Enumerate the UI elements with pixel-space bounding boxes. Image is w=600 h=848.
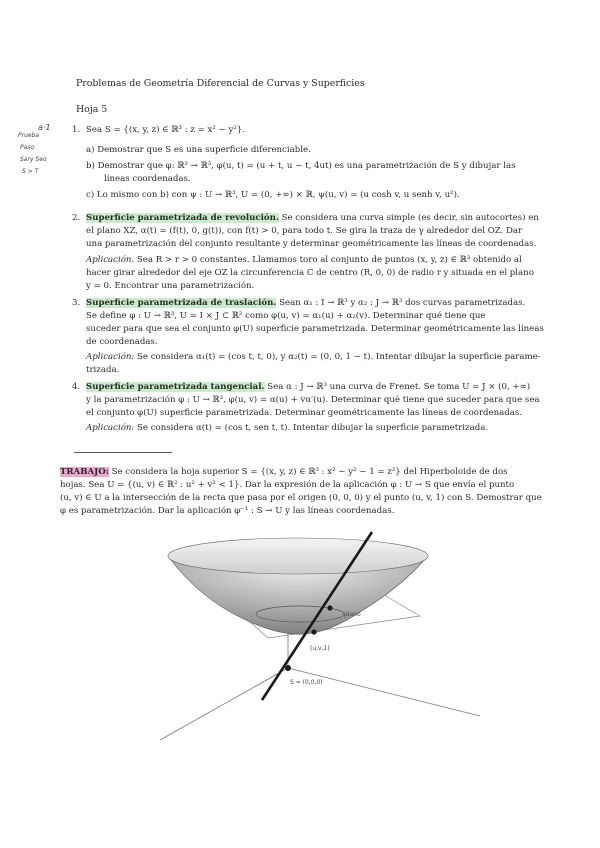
problem-3-number: 3. (72, 298, 81, 308)
problem-2-app-3: y = 0. Encontrar una parametrización. (86, 281, 255, 291)
trabajo-line-1: TRABAJO: Se considera la hoja superior S = {(x, y, z) ∈ ℝ³ : x² − y² − 1 = z²} del Hiperboloide de dos (60, 467, 508, 477)
problem-2-title: Superficie parametrizada de revolución. (86, 213, 279, 223)
problem-3-line-4: de coordenadas. (86, 337, 158, 347)
problem-3-line-3: suceder para que sea el conjunto φ(U) superficie parametrizada. Determinar geométricamente las líneas (86, 324, 544, 334)
sheet-number: Hoja 5 (76, 104, 108, 115)
problem-4-line-3: el conjunto φ(U) superficie parametrizada. Determinar geométricamente las líneas de coordenadas. (86, 408, 523, 418)
origin-point (285, 665, 291, 671)
problem-4-line-2: y la parametrización φ : U → ℝ³, φ(u, v) = α(u) + vα′(u). Determinar qué tiene que suceder para que sea (86, 395, 540, 405)
margin-note-1: Prueba (18, 132, 40, 139)
hyperboloid-rim (168, 538, 428, 574)
page-title: Problemas de Geometría Diferencial de Curvas y Superficies (76, 78, 365, 89)
margin-note-3: Sary Seo (20, 156, 47, 163)
problem-2-app-2: hacer girar alrededor del eje OZ la circunferencia C de centro (R, 0, 0) de radio r y situada en el plano (86, 268, 534, 278)
problem-1-part-b: b) Demostrar que φ: ℝ² → ℝ³, φ(u, t) = (u + t, u − t, 4ut) es una parametrización de S y dibujar las (86, 161, 516, 171)
problem-2-number: 2. (72, 213, 81, 223)
margin-bullet: a·1 (38, 123, 51, 132)
trabajo-line-2: hojas. Sea U = {(u, v) ∈ ℝ² : u² + v² < 1}. Dar la expresión de la aplicación φ : U → S que envía el punto (60, 480, 515, 490)
problem-2-line-1: Superficie parametrizada de revolución. Se considera una curva simple (es decir, sin autocortes) en (86, 213, 539, 223)
problem-4-line-1: Superficie parametrizada tangencial. Sea α : J → ℝ³ una curva de Frenet. Se toma U = J × (0, +∞) (86, 382, 531, 392)
problem-4-app-1: Aplicación: Se considera α(t) = (cos t, sen t, t). Intentar dibujar la superficie parametrizada. (86, 423, 489, 433)
problem-1-number: 1. (72, 125, 81, 135)
trabajo-label: TRABAJO: (60, 467, 109, 477)
problem-3-line-1: Superficie parametrizada de traslación. Sean α₁ : I → ℝ³ y α₂ : J → ℝ³ dos curvas parametrizadas. (86, 298, 526, 308)
margin-note-4: S > T (22, 168, 39, 175)
trabajo-line-4: φ es parametrización. Dar la aplicación φ⁻¹ : S → U y las líneas coordenadas. (60, 506, 395, 516)
label-point: (u,v,1) (310, 645, 330, 652)
problem-1-part-c: c) Lo mismo con b) con ψ : U → ℝ³, U = (0, +∞) × ℝ, ψ(u, v) = (u cosh v, u senh v, u²). (86, 190, 460, 200)
x-axis (160, 668, 288, 740)
problem-4-number: 4. (72, 382, 81, 392)
label-origin: S = (0,0,0) (290, 679, 323, 686)
margin-note-2: Paso (20, 144, 35, 151)
problem-2-line-3: una parametrización del conjunto resultante y determinar geométricamente las líneas de coordenadas. (86, 239, 537, 249)
problem-3-line-2: Se define φ : U → ℝ³, U = I × J ⊂ ℝ² como φ(u, v) = α₁(u) + α₂(v). Determinar qué tiene que (86, 311, 486, 321)
problem-4-title: Superficie parametrizada tangencial. (86, 382, 265, 392)
problem-3-app-2: trizada. (86, 365, 120, 375)
problem-1-part-b-cont: líneas coordenadas. (104, 174, 191, 184)
problem-3-app-1: Aplicación: Se considera α₁(t) = (cos t, t, 0), y α₂(t) = (0, 0, 1 − t). Intentar dibujar la superficie parame- (86, 352, 541, 362)
trabajo-line-3: (u, v) ∈ U a la intersección de la recta que pasa por el origen (0, 0, 0) y el punto (u, v, 1) con S. Demostrar que (60, 493, 542, 503)
problem-3-title: Superficie parametrizada de traslación. (86, 298, 277, 308)
y-axis (288, 668, 480, 716)
point-uv1 (311, 629, 316, 634)
problem-1-part-a: a) Demostrar que S es una superficie diferenciable. (86, 145, 311, 155)
label-plane: plano (344, 611, 361, 618)
intersection-point (327, 605, 332, 610)
problem-1-statement: Sea S = {(x, y, z) ∈ ℝ³ : z = x² − y²}. (86, 125, 245, 135)
problem-2-line-2: el plano XZ, α(t) = (f(t), 0, g(t)), con f(t) > 0, para todo t. Se gira la traza de γ alrededor del OZ. Dar (86, 226, 523, 236)
problem-2-app-1: Aplicación. Sea R > r > 0 constantes. Llamamos toro al conjunto de puntos (x, y, z) ∈ ℝ³ obtenido al (86, 255, 522, 265)
